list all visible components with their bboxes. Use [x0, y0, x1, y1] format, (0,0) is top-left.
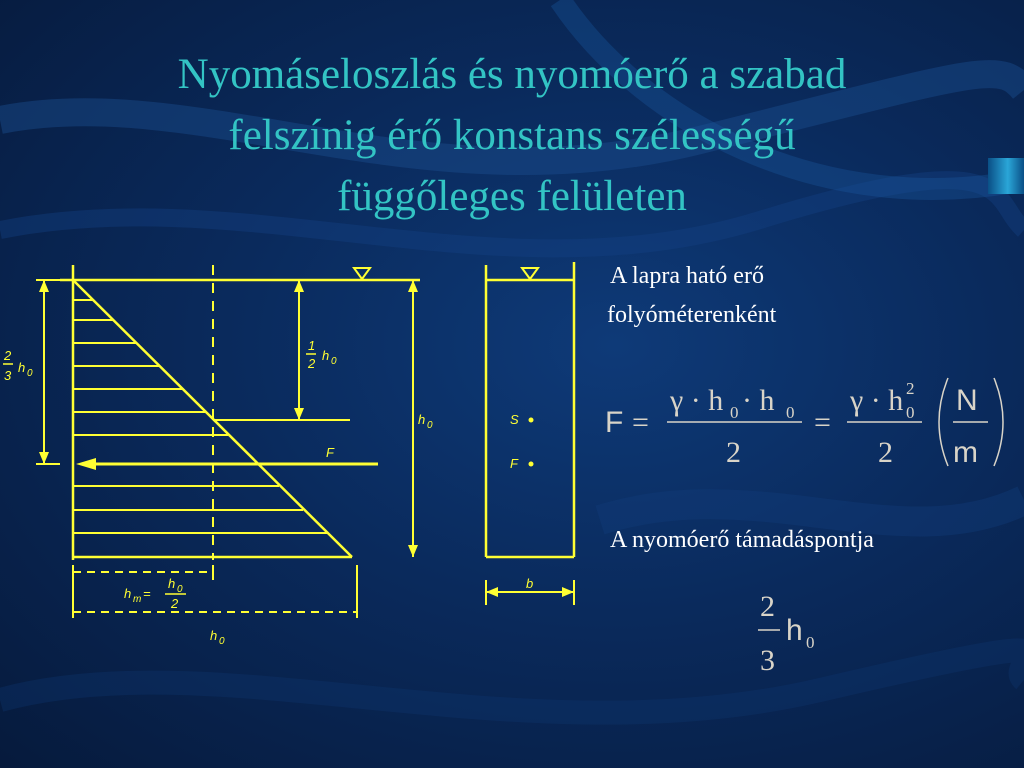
point-formula: [755, 585, 835, 680]
label-centroid-S: S: [510, 412, 519, 427]
label-half-var: h: [322, 348, 330, 363]
force-text-line-1: A lapra ható erő: [610, 263, 764, 289]
label-h0-right: h: [418, 412, 426, 427]
formula-num1: γ · h: [670, 384, 724, 417]
label-hm: h: [124, 586, 132, 601]
label-half-den: 2: [308, 356, 316, 371]
slide-title: [60, 44, 964, 227]
svg-text:0: 0: [219, 636, 225, 647]
force-formula: [600, 370, 1020, 480]
title-line-2: felszínig érő konstans szélességű: [228, 112, 796, 159]
svg-text:2: 2: [906, 379, 915, 398]
centroid-point: [529, 418, 534, 423]
side-accent-tab: [988, 158, 1024, 194]
svg-text:0: 0: [730, 403, 739, 422]
label-half-num: 1: [308, 338, 316, 353]
label-two-thirds-num: 2: [4, 348, 12, 363]
svg-text:m: m: [133, 594, 142, 605]
label-hm-frac-den: 2: [171, 596, 179, 611]
svg-text:=: =: [814, 406, 831, 439]
title-line-1: Nyomáseloszlás és nyomóerő a szabad: [177, 51, 847, 98]
label-two-thirds-var: h: [18, 360, 26, 375]
point-den: 3: [760, 644, 775, 677]
svg-text:=: =: [632, 406, 649, 439]
formula-unit-den: m: [953, 436, 978, 469]
label-h0-bottom: h: [210, 628, 218, 643]
svg-text:· h: · h: [742, 384, 775, 417]
label-force: F: [326, 445, 334, 460]
formula-num2: γ · h: [850, 384, 904, 417]
svg-text:0: 0: [806, 633, 815, 652]
svg-text:0: 0: [427, 420, 433, 431]
force-text-line-2: folyóméterenként: [607, 302, 777, 328]
title-line-3: függőleges felületen: [337, 173, 687, 220]
pressure-hatch: [73, 300, 330, 533]
point-num: 2: [760, 590, 775, 623]
side-surface-marker: [522, 268, 538, 279]
force-arrowhead: [76, 458, 96, 470]
label-hm-frac-num: h: [168, 576, 176, 591]
point-var: h: [786, 614, 803, 647]
formula-lhs: F: [605, 406, 624, 439]
svg-text:0: 0: [27, 368, 33, 379]
label-width-b: b: [526, 576, 534, 591]
svg-text:0: 0: [177, 584, 183, 595]
label-two-thirds-den: 3: [4, 368, 12, 383]
pressure-distribution-diagram: [0, 252, 600, 652]
svg-text:0: 0: [331, 356, 337, 367]
label-force-side: F: [510, 456, 518, 471]
force-point: [529, 462, 534, 467]
point-of-application-text: A nyomóerő támadáspontja: [610, 527, 874, 553]
svg-text:=: =: [143, 586, 151, 601]
formula-unit-num: N: [956, 384, 978, 417]
svg-text:0: 0: [786, 403, 795, 422]
formula-den1: 2: [726, 436, 741, 469]
formula-den2: 2: [878, 436, 893, 469]
surface-marker: [354, 268, 370, 279]
svg-text:0: 0: [906, 403, 915, 422]
